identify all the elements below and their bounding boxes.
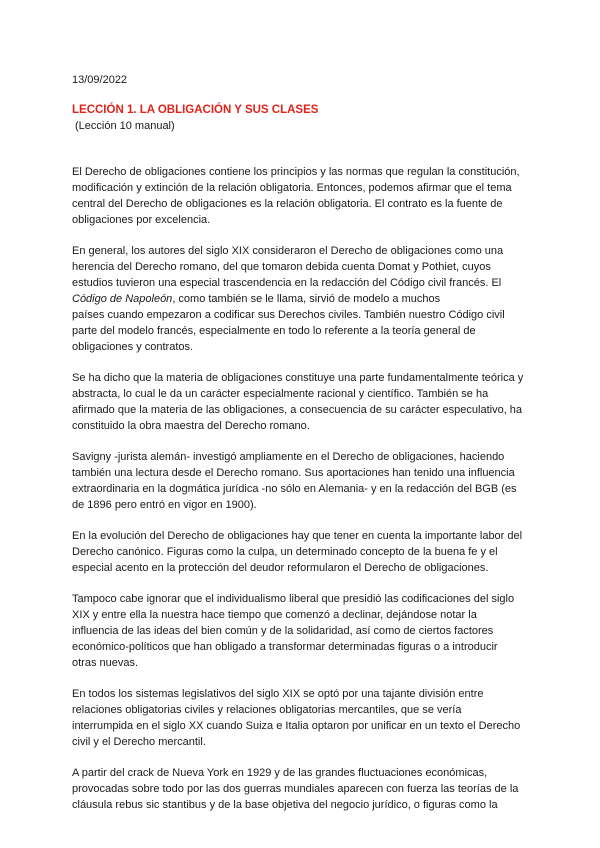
text-fragment: , como también se le llama, sirvió de modelo a muchos [172,293,441,305]
text-line: En todos los sistemas legislativos del siglo XIX se optó por una tajante división entre [72,688,484,700]
text-line: A partir del crack de Nueva York en 1929 y de las grandes fluctuaciones económicas, [72,767,488,779]
text-line: En general, los autores del siglo XIX consideraron el Derecho de obligaciones como una [72,245,504,257]
text-line: influencia de las ideas del bien común y de la solidaridad, así como de ciertos factores [72,625,494,637]
text-line: obligaciones y contratos. [72,341,194,353]
text-line: XIX y entre ella la nuestra hace tiempo que comenzó a declinar, dejándose notar la [72,609,477,621]
text-line: otras nuevas. [72,657,139,669]
lesson-subtitle: (Lección 10 manual) [75,120,175,132]
text-line: países cuando empezaron a codificar sus Derechos civiles. También nuestro Código civil [72,309,505,321]
paragraph-7 [72,686,532,750]
paragraph-6 [72,591,532,671]
paragraph-5 [72,528,532,576]
text-line: de 1896 pero entró en vigor en 1900). [72,499,257,511]
paragraph-2 [72,243,532,355]
text-line: En la evolución del Derecho de obligaciones hay que tener en cuenta la importante labor del [72,530,523,542]
italic-term: Código de Napoleón [72,293,173,305]
text-line: especial acento en la protección del deudor reformularon el Derecho de obligaciones. [72,562,489,574]
text-line: Savigny -jurista alemán- investigó ampliamente en el Derecho de obligaciones, haciendo [72,451,505,463]
text-line: económico-políticos que han obligado a transformar determinadas figuras o a introducir [72,641,498,653]
text-line: herencia del Derecho romano, del que tomaron debida cuenta Domat y Pothiet, cuyos [72,261,491,273]
text-line: Tampoco cabe ignorar que el individualismo liberal que presidió las codificaciones del siglo [72,593,515,605]
paragraph-1 [72,164,532,228]
document-body [72,72,532,828]
text-line: extraordinaria en la dogmática jurídica -no sólo en Alemania- y en la redacción del BGB (es [72,483,517,495]
paragraph-4 [72,449,532,513]
text-line: obligaciones por excelencia. [72,214,211,226]
paragraph-3 [72,370,532,434]
text-line: abstracta, lo cual le da un carácter especialmente racional y científico. También se ha [72,388,489,400]
text-line: estudios tuvieron una especial trascendencia en la redacción del Código civil francés. El [72,277,502,289]
text-line: parte del modelo francés, especialmente en todo lo referente a la teoría general de [72,325,476,337]
text-line: interrumpida en el siglo XX cuando Suiza e Italia optaron por unificar en un texto el Derecho [72,720,521,732]
lesson-title: LECCIÓN 1. LA OBLIGACIÓN Y SUS CLASES [72,104,319,116]
text-line: relaciones obligatorias civiles y relaciones obligatorias mercantiles, que se vería [72,704,462,716]
text-line: también una lectura desde el Derecho romano. Sus aportaciones han tenido una influencia [72,467,515,479]
text-line: afirmado que la materia de las obligaciones, a consecuencia de su carácter especulativo, ha [72,404,523,416]
text-line: El Derecho de obligaciones contiene los principios y las normas que regulan la constitución, [72,166,520,178]
text-line: central del Derecho de obligaciones es la relación obligatoria. El contrato es la fuente de [72,198,503,210]
text-line: Se ha dicho que la materia de obligaciones constituye una parte fundamentalmente teórica y [72,372,524,384]
text-line: provocadas sobre todo por las dos guerras mundiales aparecen con fuerza las teorías de la [72,783,519,795]
text-line: civil y el Derecho mercantil. [72,736,206,748]
text-line: modificación y extinción de la relación obligatoria. Entonces, podemos afirmar que el tema [72,182,512,194]
text-line: constituido la obra maestra del Derecho romano. [72,420,310,432]
document-date: 13/09/2022 [72,74,128,86]
text-line: cláusula rebus sic stantibus y de la base objetiva del negocio jurídico, o figuras como la [72,799,498,811]
text-line: Derecho canónico. Figuras como la culpa, un determinado concepto de la buena fe y el [72,546,498,558]
text-line-with-italic [72,291,532,307]
paragraph-8 [72,765,532,813]
